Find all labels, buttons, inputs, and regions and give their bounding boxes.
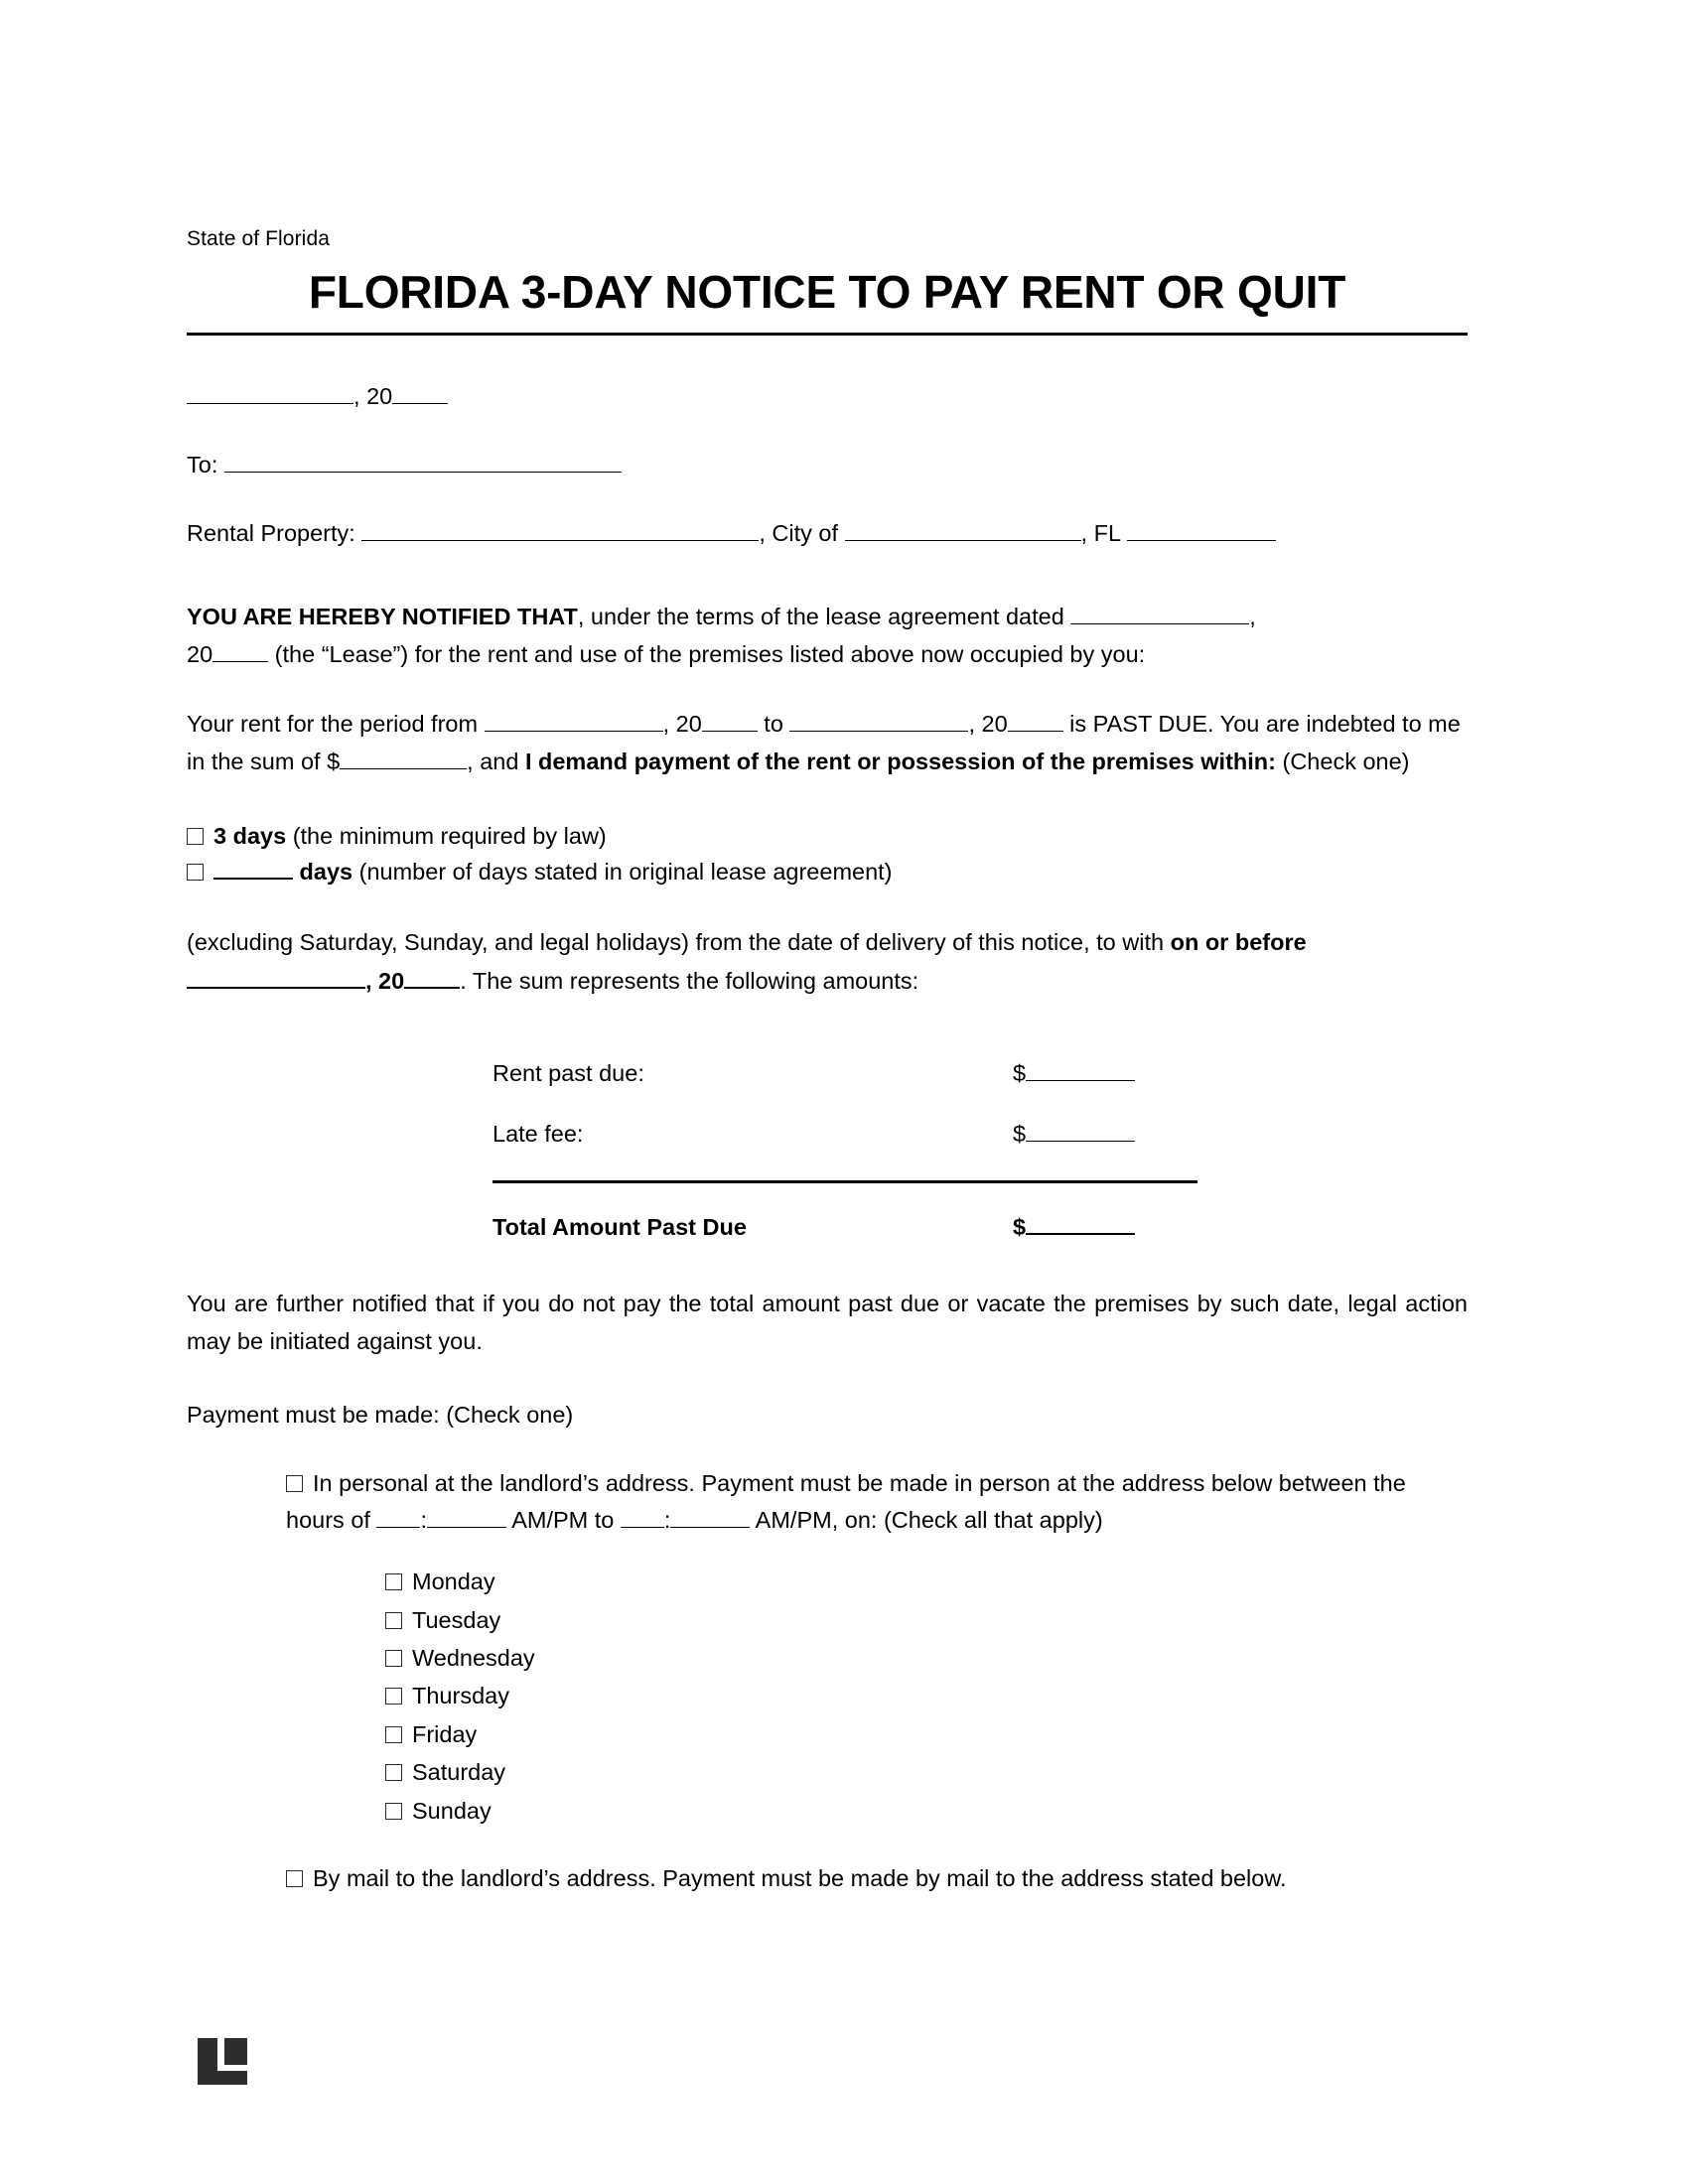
- time-colon: :: [420, 1506, 427, 1533]
- date-line: [187, 377, 1468, 415]
- days-option-group: [187, 818, 1468, 890]
- amount-label: Rent past due:: [492, 1059, 644, 1086]
- days-option-note: (the minimum required by law): [286, 822, 607, 849]
- document-body: [187, 226, 1468, 1897]
- amount-blank[interactable]: [1026, 1141, 1135, 1142]
- past-due-comma-year-1: , 20: [662, 710, 702, 737]
- days-option-label: days: [299, 859, 353, 886]
- notice-bold-lead: YOU ARE HEREBY NOTIFIED THAT: [187, 604, 578, 630]
- list-item[interactable]: [385, 1602, 1468, 1638]
- payment-heading: Payment must be made: (Check one): [187, 1402, 574, 1429]
- list-item[interactable]: [385, 1793, 1468, 1829]
- state-line: State of Florida: [187, 227, 331, 250]
- period-from-year-blank[interactable]: [702, 731, 758, 732]
- checkbox-icon[interactable]: [385, 1650, 402, 1667]
- days-option-3day[interactable]: [187, 818, 1468, 854]
- state-label: , FL: [1080, 520, 1127, 547]
- payment-by-mail-text: By mail to the landlord’s address. Payment must be made by mail to the address stated below.: [313, 1865, 1287, 1892]
- table-row-total: [492, 1213, 1468, 1241]
- checkbox-icon[interactable]: [385, 1726, 402, 1743]
- payment-by-mail-option[interactable]: [187, 1860, 1468, 1896]
- checkbox-icon[interactable]: [385, 1573, 402, 1590]
- notice-paragraph: [187, 598, 1468, 673]
- day-label: Wednesday: [412, 1645, 535, 1672]
- amount-value[interactable]: [1013, 1120, 1172, 1148]
- payment-in-person-text-1: In personal at the landlord’s address. Payment must be made in person at the address below between the hours of: [286, 1470, 1406, 1533]
- day-label: Thursday: [412, 1683, 509, 1709]
- checkbox-icon[interactable]: [385, 1612, 402, 1629]
- days-option-note: (number of days stated in original lease agreement): [352, 859, 893, 886]
- past-due-text-3: , and: [467, 748, 525, 774]
- payment-in-person-line: [286, 1465, 1468, 1538]
- rental-property-line: [187, 514, 1468, 552]
- excluding-bold-1: on or before: [1170, 929, 1307, 956]
- recipient-blank[interactable]: [224, 472, 622, 473]
- excluding-bold-year: , 20: [365, 967, 405, 994]
- list-item[interactable]: [385, 1678, 1468, 1713]
- past-due-bold-1: I demand payment of the rent or possession of the premises within:: [524, 748, 1276, 774]
- payment-in-person-option[interactable]: [187, 1465, 1468, 1538]
- past-due-text-2: is PAST DUE. You are indebted to me in the sum of $: [187, 710, 1461, 774]
- lease-year-blank[interactable]: [212, 661, 268, 662]
- lease-date-blank[interactable]: [1070, 623, 1249, 624]
- notice-text-1: , under the terms of the lease agreement dated: [577, 604, 1071, 630]
- hour-end-blank[interactable]: [621, 1527, 664, 1528]
- minute-start-blank[interactable]: [427, 1527, 506, 1528]
- checkbox-icon[interactable]: [385, 1764, 402, 1781]
- date-comma: ,: [353, 383, 367, 410]
- zip-blank[interactable]: [1127, 540, 1276, 541]
- city-label: , City of: [759, 520, 845, 547]
- total-blank[interactable]: [1026, 1233, 1135, 1235]
- date-year-blank[interactable]: [392, 403, 448, 404]
- title-divider: [187, 333, 1468, 336]
- custom-days-blank[interactable]: [213, 878, 293, 880]
- excluding-text-2: . The sum represents the following amounts:: [460, 967, 919, 994]
- past-due-text-4: (Check one): [1275, 748, 1410, 774]
- day-label: Sunday: [412, 1797, 492, 1824]
- time-colon: :: [663, 1506, 671, 1533]
- amounts-divider: [492, 1180, 1197, 1183]
- further-notice-paragraph: You are further notified that if you do not pay the total amount past due or vacate the premises by such date, legal action may be initiated against you.: [187, 1291, 1468, 1355]
- amount-value[interactable]: [1013, 1059, 1172, 1087]
- payment-by-mail-line: [286, 1860, 1468, 1896]
- past-due-comma-year-2: , 20: [968, 710, 1008, 737]
- sum-amount-blank[interactable]: [340, 768, 467, 769]
- total-value[interactable]: [1013, 1213, 1172, 1241]
- period-to-blank[interactable]: [789, 731, 968, 732]
- checkbox-icon[interactable]: [286, 1870, 303, 1887]
- excluding-text-1: (excluding Saturday, Sunday, and legal holidays) from the date of delivery of this notice, to with: [187, 929, 1171, 956]
- hour-start-blank[interactable]: [376, 1527, 420, 1528]
- table-row: [492, 1059, 1468, 1087]
- checkbox-icon[interactable]: [187, 828, 204, 845]
- rental-property-blank[interactable]: [361, 540, 759, 541]
- days-option-custom[interactable]: [187, 854, 1468, 889]
- table-row: [492, 1120, 1468, 1148]
- days-option-label: 3 days: [213, 822, 287, 849]
- list-item[interactable]: [385, 1716, 1468, 1752]
- recipient-line: [187, 446, 1468, 483]
- checkbox-icon[interactable]: [187, 864, 204, 881]
- past-due-paragraph: [187, 705, 1468, 780]
- checkbox-icon[interactable]: [385, 1803, 402, 1820]
- date-blank[interactable]: [187, 403, 353, 404]
- notice-text-2: (the “Lease”) for the rent and use of the premises listed above now occupied by you:: [268, 641, 1146, 668]
- day-label: Saturday: [412, 1759, 506, 1786]
- checkbox-icon[interactable]: [286, 1475, 303, 1492]
- currency-symbol: $: [1013, 1120, 1027, 1147]
- payment-ampm-1: AM/PM to: [505, 1506, 621, 1533]
- amounts-table: [187, 1059, 1468, 1242]
- notice-year-prefix: 20: [187, 641, 213, 668]
- payment-days-list: [187, 1564, 1468, 1829]
- day-label: Tuesday: [412, 1606, 501, 1633]
- past-due-text-1: Your rent for the period from: [187, 710, 485, 737]
- city-blank[interactable]: [845, 540, 1081, 541]
- date-year-prefix: 20: [366, 383, 393, 410]
- amount-blank[interactable]: [1026, 1080, 1135, 1081]
- payment-ampm-2: AM/PM, on: (Check all that apply): [750, 1506, 1103, 1533]
- period-from-blank[interactable]: [485, 731, 663, 732]
- list-item[interactable]: [385, 1640, 1468, 1676]
- period-to-year-blank[interactable]: [1008, 731, 1063, 732]
- day-label: Monday: [412, 1569, 495, 1595]
- deadline-year-blank[interactable]: [404, 987, 460, 989]
- total-label: Total Amount Past Due: [492, 1213, 747, 1240]
- past-due-to-word: to: [757, 710, 790, 737]
- currency-symbol: $: [1013, 1213, 1027, 1240]
- amount-label: Late fee:: [492, 1120, 584, 1147]
- list-item[interactable]: [385, 1754, 1468, 1790]
- rental-property-label: Rental Property:: [187, 520, 362, 547]
- excluding-paragraph: [187, 923, 1468, 999]
- to-label: To:: [187, 452, 224, 478]
- notice-comma: ,: [1249, 604, 1256, 630]
- page-title: FLORIDA 3-DAY NOTICE TO PAY RENT OR QUIT: [308, 266, 1346, 319]
- checkbox-icon[interactable]: [385, 1688, 402, 1705]
- minute-end-blank[interactable]: [670, 1527, 750, 1528]
- deadline-date-blank[interactable]: [187, 987, 365, 989]
- currency-symbol: $: [1013, 1059, 1027, 1086]
- day-label: Friday: [412, 1720, 478, 1747]
- list-item[interactable]: [385, 1564, 1468, 1599]
- legal-templates-logo: [198, 2038, 247, 2085]
